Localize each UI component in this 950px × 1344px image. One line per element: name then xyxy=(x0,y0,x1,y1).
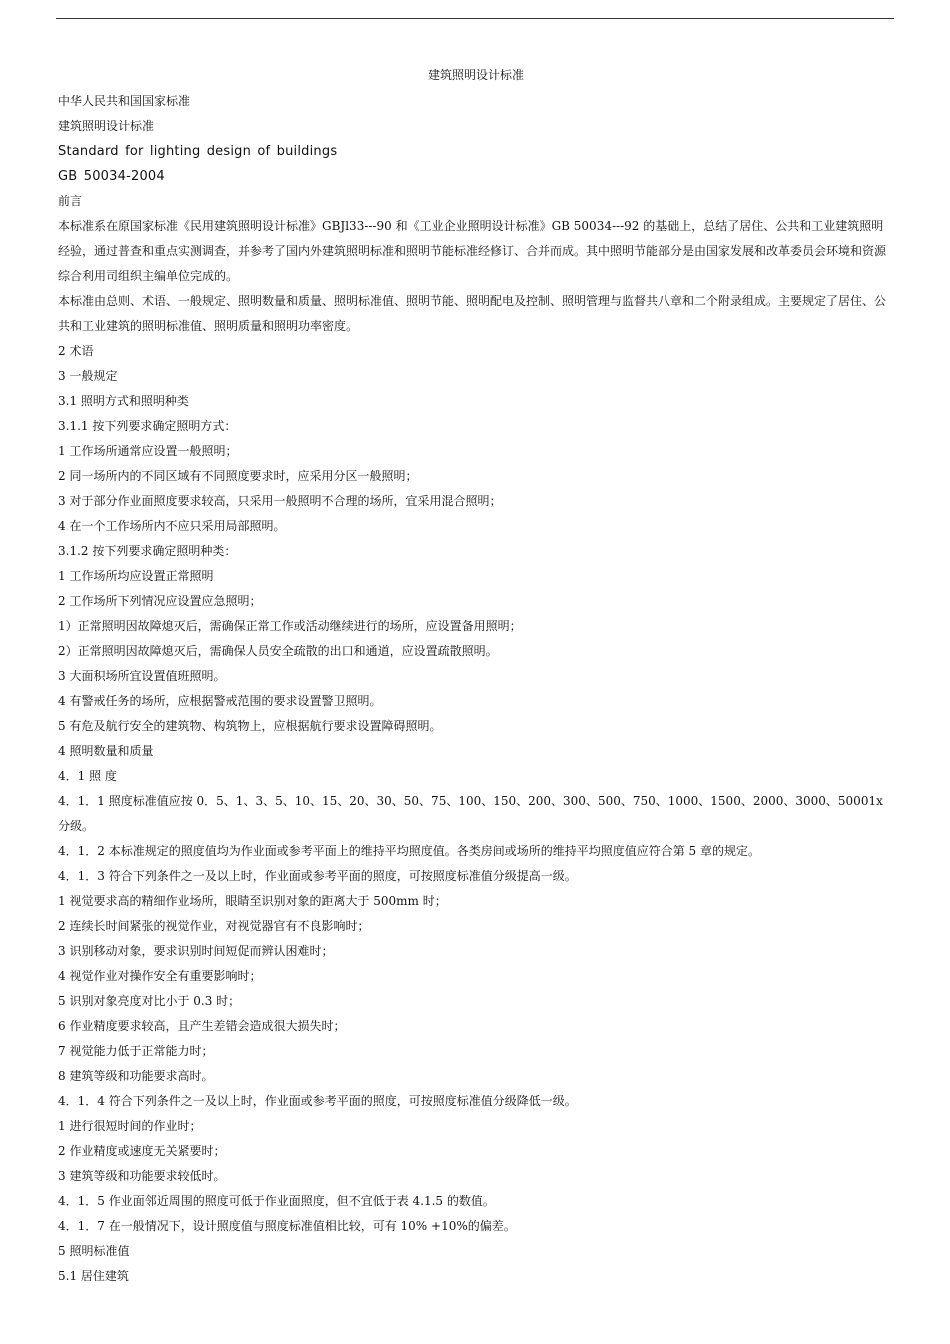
list-item: 2 连续长时间紧张的视觉作业，对视觉器官有不良影响时； xyxy=(58,919,370,933)
list-item: 8 建筑等级和功能要求高时。 xyxy=(58,1069,214,1083)
list-item: 4 视觉作业对操作安全有重要影响时； xyxy=(58,969,262,983)
clause: 4．1．1 照度标准值应按 0．5、1、3、5、10、15、20、30、50、75、100、150、200、300、500、750、1000、1500、2000、3000、50001x 分级。 xyxy=(58,794,883,833)
clause: 4．1．2 本标准规定的照度值均为作业面或参考平面上的维持平均照度值。各类房间或场所的维持平均照度值应符合第 5 章的规定。 xyxy=(58,844,760,858)
document-title: 建筑照明设计标准 xyxy=(427,68,524,82)
section-heading: 2 术语 xyxy=(58,344,94,358)
clause: 3.1.1 按下列要求确定照明方式： xyxy=(58,419,237,433)
list-item: 4 在一个工作场所内不应只采用局部照明。 xyxy=(58,519,286,533)
standard-name-english: Standard for lighting design of buildings xyxy=(58,144,338,159)
list-item: 3 识别移动对象，要求识别时间短促而辨认困难时； xyxy=(58,944,334,958)
list-item: 1 进行很短时间的作业时； xyxy=(58,1119,202,1133)
standard-name: 建筑照明设计标准 xyxy=(58,119,155,133)
clause: 4．1．4 符合下列条件之一及以上时，作业面或参考平面的照度，可按照度标准值分级降低一级。 xyxy=(58,1094,577,1108)
list-item: 3 大面积场所宜设置值班照明。 xyxy=(58,669,226,683)
sub-list-item: 1）正常照明因故障熄灭后，需确保正常工作或活动继续进行的场所，应设置备用照明； xyxy=(58,619,522,633)
foreword-paragraph: 本标准由总则、术语、一般规定、照明数量和质量、照明标准值、照明节能、照明配电及控制、照明管理与监督共八章和二个附录组成。主要规定了居住、公共和工业建筑的照明标准值、照明质量和照明功率密度。 xyxy=(58,294,887,333)
document-body xyxy=(58,64,894,1289)
list-item: 3 对于部分作业面照度要求较高，只采用一般照明不合理的场所，宜采用混合照明； xyxy=(58,494,502,508)
list-item: 1 工作场所均应设置正常照明 xyxy=(58,569,214,583)
section-heading-foreword: 前言 xyxy=(58,194,83,208)
list-item: 2 作业精度或速度无关紧要时； xyxy=(58,1144,226,1158)
list-item: 2 工作场所下列情况应设置应急照明； xyxy=(58,594,262,608)
list-item: 2 同一场所内的不同区域有不同照度要求时，应采用分区一般照明； xyxy=(58,469,418,483)
clause: 4．1．7 在一般情况下，设计照度值与照度标准值相比较，可有 10% +10%的偏差。 xyxy=(58,1219,516,1233)
list-item: 5 有危及航行安全的建筑物、构筑物上，应根据航行要求设置障碍照明。 xyxy=(58,719,442,733)
subsection-heading: 3.1 照明方式和照明种类 xyxy=(58,394,189,408)
list-item: 1 工作场所通常应设置一般照明； xyxy=(58,444,238,458)
subsection-heading: 4．1 照 度 xyxy=(58,769,117,783)
list-item: 6 作业精度要求较高，且产生差错会造成很大损失时； xyxy=(58,1019,346,1033)
section-heading: 3 一般规定 xyxy=(58,369,118,383)
list-item: 4 有警戒任务的场所，应根据警戒范围的要求设置警卫照明。 xyxy=(58,694,382,708)
list-item: 1 视觉要求高的精细作业场所，眼睛至识别对象的距离大于 500mm 时； xyxy=(58,894,447,908)
sub-list-item: 2）正常照明因故障熄灭后，需确保人员安全疏散的出口和通道，应设置疏散照明。 xyxy=(58,644,498,658)
list-item: 3 建筑等级和功能要求较低时。 xyxy=(58,1169,226,1183)
standard-code: GB 50034-2004 xyxy=(58,169,165,184)
section-heading: 5 照明标准值 xyxy=(58,1244,130,1258)
clause: 4．1．5 作业面邻近周围的照度可低于作业面照度，但不宜低于表 4.1.5 的数值。 xyxy=(58,1194,495,1208)
clause: 3.1.2 按下列要求确定照明种类： xyxy=(58,544,237,558)
foreword-paragraph: 本标准系在原国家标准《民用建筑照明设计标准》GBJl33---90 和《工业企业照明设计标准》GB 50034---92 的基础上，总结了居住、公共和工业建筑照明经验，通过普查和重点实测调查，并参考了国内外建筑照明标准和照明节能标准经修订、合并而成。其中照明节能部分是由国家发展和改革委员会环境和资源综合利用司组织主编单位完成的。 xyxy=(58,219,887,283)
list-item: 7 视觉能力低于正常能力时； xyxy=(58,1044,214,1058)
standard-category: 中华人民共和国国家标准 xyxy=(58,94,191,108)
top-rule xyxy=(56,18,894,19)
section-heading: 4 照明数量和质量 xyxy=(58,744,154,758)
subsection-heading: 5.1 居住建筑 xyxy=(58,1269,129,1283)
clause: 4．1．3 符合下列条件之一及以上时，作业面或参考平面的照度，可按照度标准值分级提高一级。 xyxy=(58,869,577,883)
list-item: 5 识别对象亮度对比小于 0.3 时； xyxy=(58,994,241,1008)
